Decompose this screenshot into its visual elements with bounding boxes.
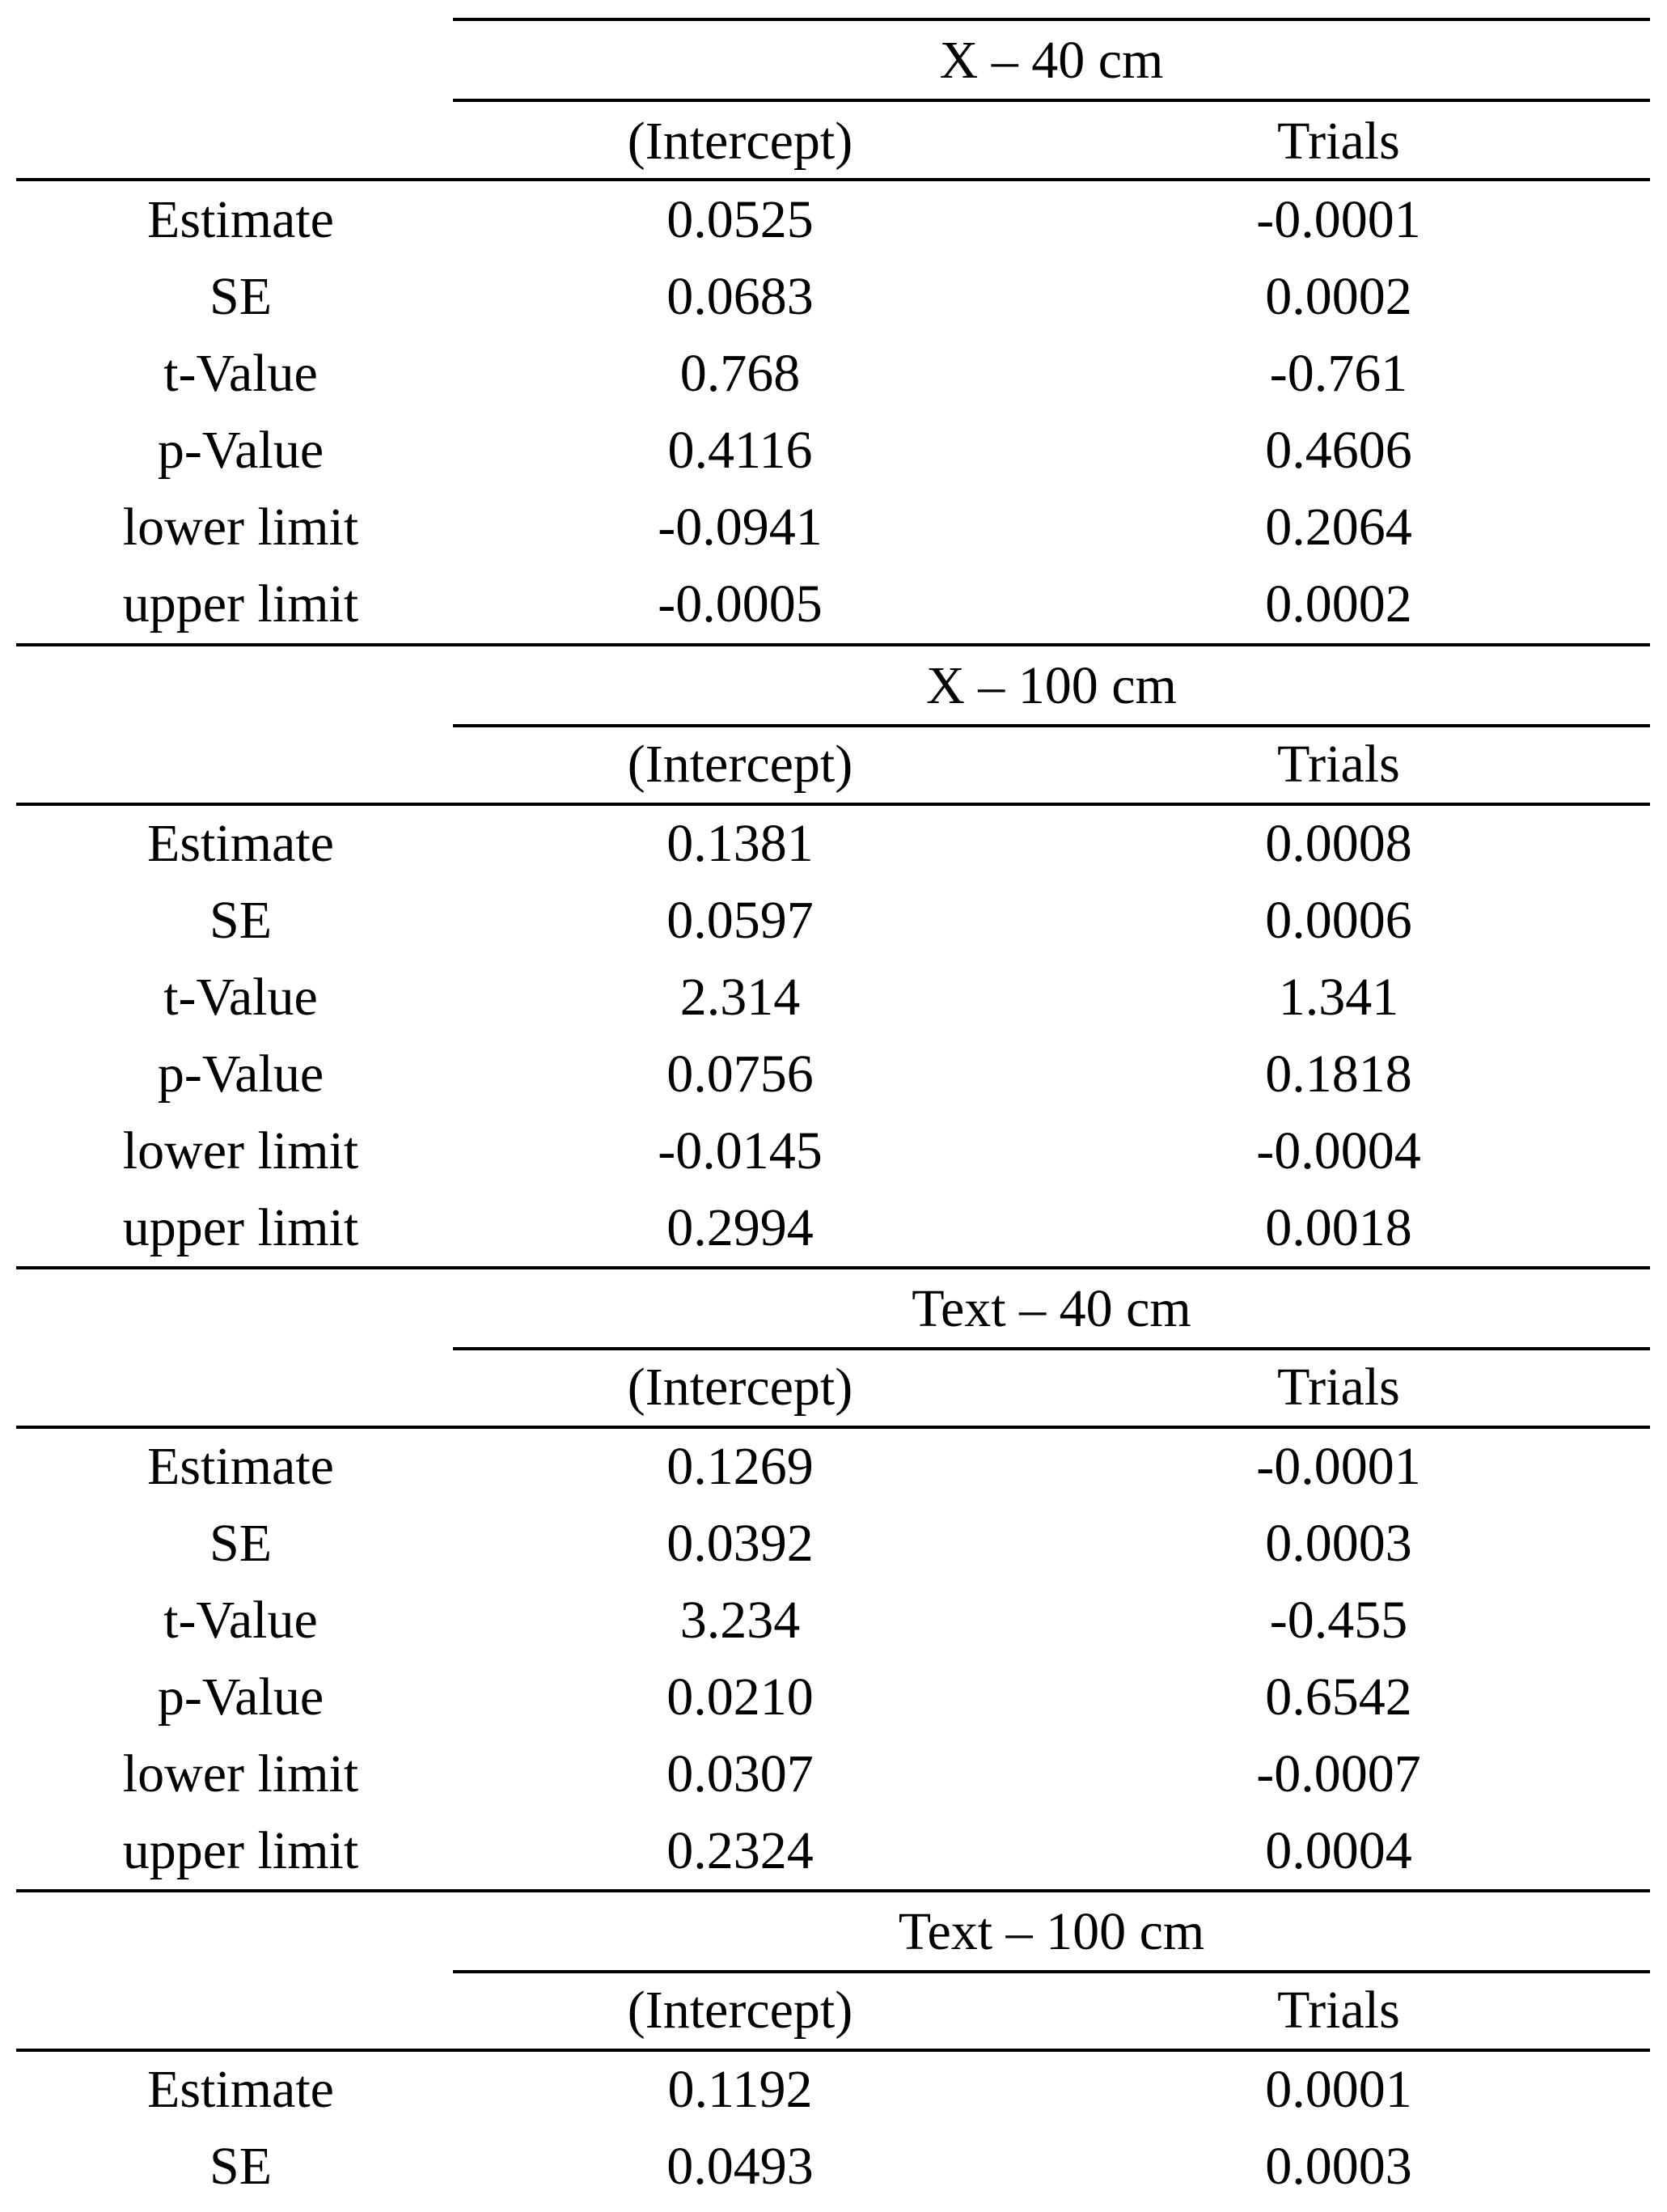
row-label: Estimate <box>147 814 334 873</box>
cell-trials: -0.0001 <box>1256 190 1421 249</box>
column-header-intercept: (Intercept) <box>627 112 853 171</box>
row-label: lower limit <box>122 498 359 557</box>
section-title: X – 40 cm <box>939 31 1164 90</box>
cell-trials: -0.0004 <box>1256 1121 1421 1180</box>
cell-intercept: 0.1381 <box>666 814 814 873</box>
column-header-trials: Trials <box>1277 1981 1400 2040</box>
row-label: t-Value <box>163 1591 318 1650</box>
cell-intercept: 0.0525 <box>666 190 814 249</box>
section-title: Text – 100 cm <box>898 1902 1205 1961</box>
cell-trials: -0.761 <box>1269 344 1408 403</box>
row-label: SE <box>209 267 273 326</box>
row-label: p-Value <box>157 421 324 480</box>
cell-intercept: 0.0210 <box>666 1667 814 1727</box>
cell-trials: 0.0008 <box>1265 814 1412 873</box>
cell-trials: 0.0002 <box>1265 267 1412 326</box>
cell-intercept: 2.314 <box>679 968 801 1027</box>
cell-intercept: 0.0597 <box>666 891 814 950</box>
cell-intercept: 0.2994 <box>666 1198 814 1257</box>
column-header-intercept: (Intercept) <box>627 1981 853 2040</box>
cell-trials: 0.4606 <box>1265 421 1412 480</box>
cell-trials: 0.1818 <box>1265 1045 1412 1104</box>
cell-trials: 0.0003 <box>1265 2137 1412 2196</box>
cell-intercept: 0.1192 <box>667 2060 813 2119</box>
cell-trials: -0.455 <box>1269 1591 1408 1650</box>
cell-intercept: 0.0683 <box>666 267 814 326</box>
row-label: Estimate <box>147 1437 334 1496</box>
section-divider-rule <box>16 1266 1650 1269</box>
header-rule <box>16 1426 1650 1429</box>
row-label: upper limit <box>122 1821 359 1880</box>
row-label: t-Value <box>163 344 318 403</box>
section-title-rule <box>453 1970 1650 1973</box>
row-label: lower limit <box>122 1121 359 1180</box>
row-label: lower limit <box>122 1744 359 1803</box>
cell-intercept: 0.0392 <box>666 1514 814 1573</box>
cell-intercept: -0.0941 <box>658 498 823 557</box>
cell-intercept: 0.0756 <box>666 1045 814 1104</box>
cell-trials: 0.2064 <box>1265 498 1412 557</box>
section-title: X – 100 cm <box>926 656 1177 715</box>
row-label: p-Value <box>157 1045 324 1104</box>
cell-intercept: 0.0307 <box>666 1744 814 1803</box>
section-title-rule <box>453 99 1650 102</box>
row-label: upper limit <box>122 1198 359 1257</box>
column-header-trials: Trials <box>1277 735 1400 794</box>
column-header-trials: Trials <box>1277 112 1400 171</box>
cell-trials: 0.0003 <box>1265 1514 1412 1573</box>
column-header-intercept: (Intercept) <box>627 735 853 794</box>
cell-trials: 0.6542 <box>1265 1667 1412 1727</box>
row-label: Estimate <box>147 2060 334 2119</box>
cell-trials: 0.0006 <box>1265 891 1412 950</box>
cell-intercept: 0.2324 <box>666 1821 814 1880</box>
section-title-rule <box>453 1347 1650 1350</box>
header-rule <box>16 178 1650 181</box>
cell-intercept: 0.768 <box>679 344 801 403</box>
section-divider-rule <box>16 643 1650 646</box>
row-label: SE <box>209 891 273 950</box>
cell-intercept: 3.234 <box>679 1591 801 1650</box>
cell-trials: 0.0001 <box>1265 2060 1412 2119</box>
column-header-intercept: (Intercept) <box>627 1358 853 1417</box>
row-label: SE <box>209 1514 273 1573</box>
cell-intercept: 0.0493 <box>666 2137 814 2196</box>
cell-trials: 1.341 <box>1278 968 1399 1027</box>
cell-intercept: -0.0005 <box>658 574 823 634</box>
section-divider-rule <box>16 1889 1650 1892</box>
row-label: upper limit <box>122 574 359 634</box>
cell-intercept: 0.1269 <box>666 1437 814 1496</box>
cell-intercept: -0.0145 <box>658 1121 823 1180</box>
cell-trials: 0.0004 <box>1265 1821 1412 1880</box>
row-label: SE <box>209 2137 273 2196</box>
header-rule <box>16 2049 1650 2052</box>
row-label: p-Value <box>157 1667 324 1727</box>
cell-trials: 0.0002 <box>1265 574 1412 634</box>
cell-trials: -0.0007 <box>1256 1744 1421 1803</box>
cell-trials: 0.0018 <box>1265 1198 1412 1257</box>
row-label: t-Value <box>163 968 318 1027</box>
cell-intercept: 0.4116 <box>667 421 813 480</box>
section-title-rule <box>453 724 1650 727</box>
column-header-trials: Trials <box>1277 1358 1400 1417</box>
section-top-rule <box>453 18 1650 21</box>
cell-trials: -0.0001 <box>1256 1437 1421 1496</box>
header-rule <box>16 803 1650 806</box>
row-label: Estimate <box>147 190 334 249</box>
section-title: Text – 40 cm <box>912 1279 1191 1338</box>
